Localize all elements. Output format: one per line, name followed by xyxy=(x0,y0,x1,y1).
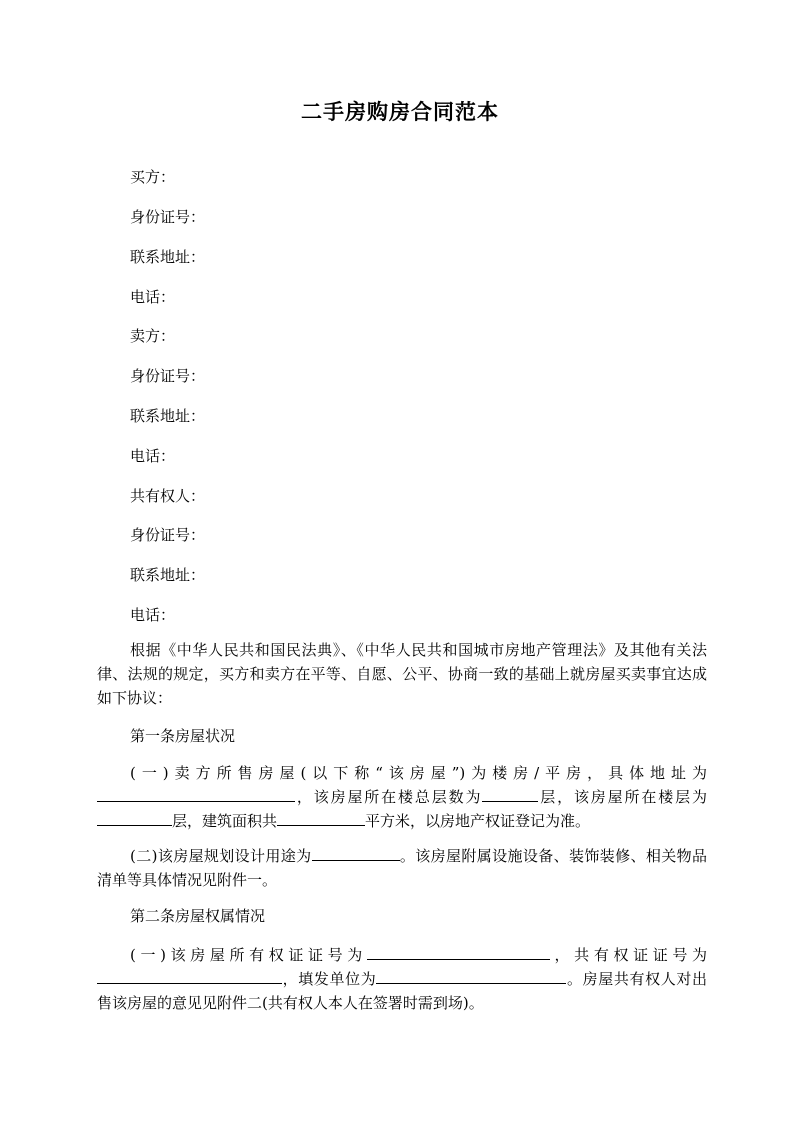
clause-text: ，该房屋所在楼总层数为 xyxy=(295,788,483,806)
article-2-heading: 第二条房屋权属情况 xyxy=(130,907,266,925)
clause-text: 层，该房屋所在楼层为 xyxy=(538,788,707,806)
seller-address-label: 联系地址： xyxy=(130,407,206,425)
clause-text: (一)卖方所售房屋(以下称“该房屋”)为楼房/平房，具体地址为 xyxy=(130,764,707,782)
co-owner-phone-label: 电话： xyxy=(130,606,176,624)
buyer-address-label: 联系地址： xyxy=(130,248,206,266)
document-title: 二手房购房合同范本 xyxy=(301,99,499,124)
buyer-phone-label: 电话： xyxy=(130,288,176,306)
seller-name-label: 卖方： xyxy=(130,327,176,345)
co-owner-name-label: 共有权人： xyxy=(130,487,206,505)
clause-text: 层，建筑面积共 xyxy=(172,812,278,830)
seller-phone-label: 电话： xyxy=(130,447,176,465)
clause-text: ，共有权证证号为 xyxy=(549,946,707,964)
ownership-certificate-blank[interactable] xyxy=(367,944,550,960)
co-owner-address-label: 联系地址： xyxy=(130,566,206,584)
co-ownership-certificate-blank[interactable] xyxy=(97,968,282,984)
article-1-clause-1 xyxy=(97,761,707,833)
article-1-clause-2 xyxy=(97,844,707,892)
issuing-unit-blank[interactable] xyxy=(376,968,566,984)
clause-text: 。房屋共有权人对出售该房屋的意见见附件二(共有权人本人在签署时需到场)。 xyxy=(97,970,707,1012)
co-owner-id-label: 身份证号： xyxy=(130,526,206,544)
total-floors-blank[interactable] xyxy=(482,786,538,802)
buyer-id-label: 身份证号： xyxy=(130,208,206,226)
clause-text: (一)该房屋所有权证证号为 xyxy=(130,946,367,964)
clause-text: 。该房屋附属设施设备、装饰装修、相关物品清单等具体情况见附件一。 xyxy=(97,847,707,889)
buyer-name-label: 买方： xyxy=(130,168,176,186)
planned-use-blank[interactable] xyxy=(312,845,400,861)
seller-id-label: 身份证号： xyxy=(130,367,206,385)
floor-blank[interactable] xyxy=(97,810,172,826)
clause-text: ，填发单位为 xyxy=(282,970,377,988)
preamble-paragraph: 根据《中华人民共和国民法典》、《中华人民共和国城市房地产管理法》及其他有关法律、法规的规定，买方和卖方在平等、自愿、公平、协商一致的基础上就房屋买卖事宜达成如下协议： xyxy=(97,641,707,707)
address-blank[interactable] xyxy=(97,786,295,802)
clause-text: 平方米，以房地产权证登记为准。 xyxy=(365,812,591,830)
clause-text: (二)该房屋规划设计用途为 xyxy=(130,847,312,865)
article-2-clause-1 xyxy=(97,943,707,1015)
area-blank[interactable] xyxy=(277,810,365,826)
article-1-heading: 第一条房屋状况 xyxy=(130,727,236,745)
